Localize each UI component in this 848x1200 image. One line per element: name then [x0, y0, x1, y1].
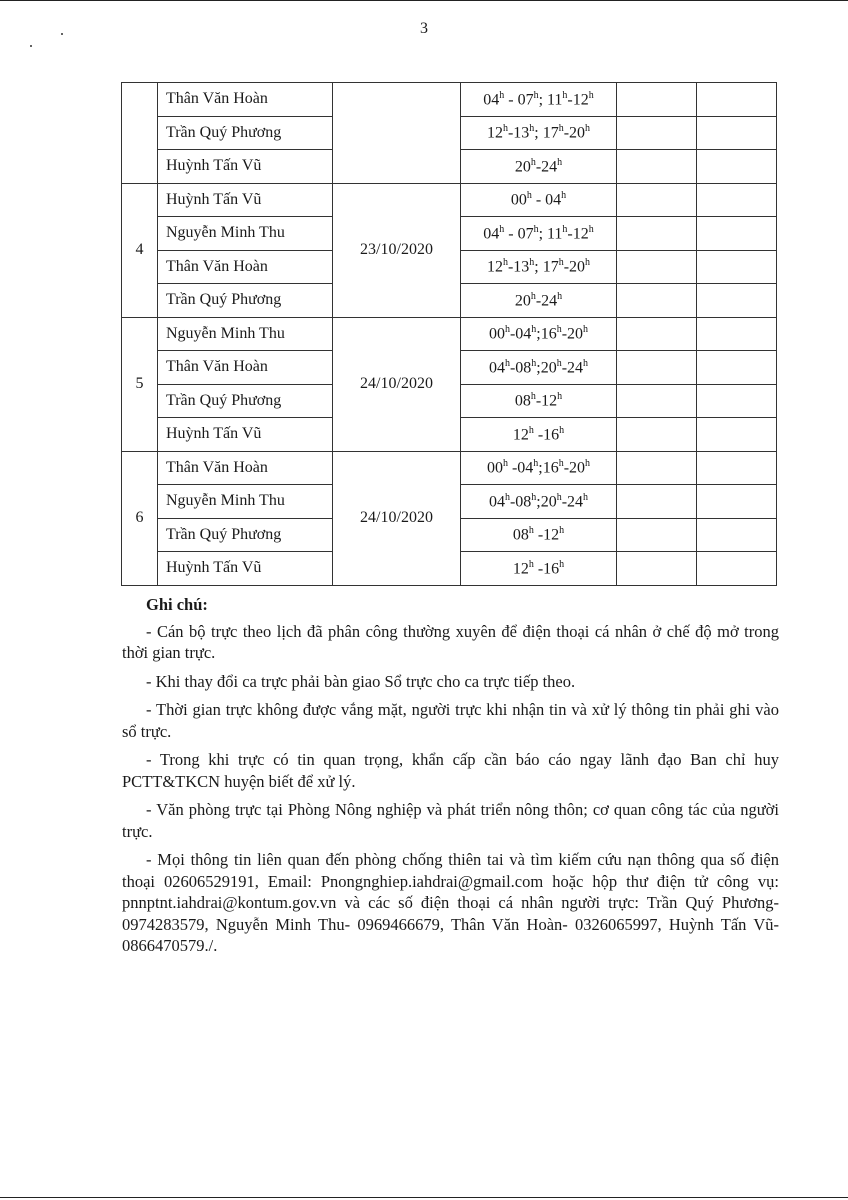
officer-name-cell: Thân Văn Hoàn	[158, 83, 333, 117]
note-item: - Trong khi trực có tin quan trọng, khẩn cấp cần báo cáo ngay lãnh đạo Ban chỉ huy PCTT&TKCN huyện biết để xử lý.	[122, 750, 779, 791]
hour-superscript: h	[502, 458, 508, 470]
time-text: -12	[535, 392, 558, 410]
shift-time-cell	[461, 83, 617, 117]
time-text: - 07	[504, 224, 534, 242]
time-text: 12	[512, 425, 529, 443]
remark-cell	[697, 518, 777, 552]
time-text: 04	[483, 90, 500, 108]
hour-superscript: h	[528, 424, 534, 436]
hour-superscript: h	[502, 123, 508, 135]
hour-superscript: h	[583, 491, 589, 503]
date-cell: 24/10/2020	[333, 451, 461, 585]
signature-cell	[617, 418, 697, 452]
time-text: -04	[509, 325, 532, 343]
signature-cell	[617, 451, 697, 485]
time-text: -08	[509, 492, 532, 510]
time-text: 08	[514, 392, 531, 410]
remark-cell	[697, 284, 777, 318]
time-text: ;20	[536, 358, 557, 376]
hour-superscript: h	[526, 190, 532, 202]
signature-cell	[617, 150, 697, 184]
notes-list	[122, 621, 779, 957]
time-text: ;16	[536, 325, 557, 343]
hour-superscript: h	[499, 223, 505, 235]
notes-heading: Ghi chú:	[146, 595, 208, 614]
stt-cell: 5	[122, 317, 158, 451]
shift-time-cell	[461, 250, 617, 284]
note-item: - Khi thay đổi ca trực phải bàn giao Sổ trực cho ca trực tiếp theo.	[146, 671, 576, 691]
hour-superscript: h	[499, 89, 505, 101]
time-text: -12	[567, 224, 589, 242]
time-text: -20	[563, 258, 586, 276]
officer-name-cell: Nguyễn Minh Thu	[158, 485, 333, 519]
hour-superscript: h	[533, 223, 539, 235]
time-text: 04	[488, 358, 505, 376]
shift-time-cell	[461, 418, 617, 452]
officer-name-cell: Huỳnh Tấn Vũ	[158, 418, 333, 452]
time-text: 08	[512, 526, 529, 544]
shift-time-cell	[461, 183, 617, 217]
hour-superscript: h	[557, 290, 563, 302]
hour-superscript: h	[528, 558, 534, 570]
hour-superscript: h	[558, 257, 564, 269]
time-text: -20	[563, 124, 586, 142]
time-text: -13	[507, 258, 530, 276]
hour-superscript: h	[588, 89, 594, 101]
shift-time-cell	[461, 518, 617, 552]
table-row	[122, 317, 777, 351]
signature-cell	[617, 317, 697, 351]
shift-time-cell	[461, 485, 617, 519]
signature-cell	[617, 485, 697, 519]
hour-superscript: h	[562, 89, 568, 101]
note-item: - Cán bộ trực theo lịch đã phân công thường xuyên để điện thoại cá nhân ở chế độ mở trong thời gian trực.	[122, 621, 779, 662]
hour-superscript: h	[583, 324, 589, 336]
stt-cell: 6	[122, 451, 158, 585]
remark-cell	[697, 384, 777, 418]
time-text: -08	[509, 358, 532, 376]
officer-name-cell: Nguyễn Minh Thu	[158, 317, 333, 351]
page-number: 3	[420, 20, 428, 37]
hour-superscript: h	[531, 491, 537, 503]
officer-name-cell: Trần Quý Phương	[158, 384, 333, 418]
hour-superscript: h	[559, 424, 565, 436]
officer-name-cell: Trần Quý Phương	[158, 518, 333, 552]
hour-superscript: h	[530, 156, 536, 168]
officer-name-cell: Huỳnh Tấn Vũ	[158, 183, 333, 217]
hour-superscript: h	[557, 391, 563, 403]
table-row	[122, 183, 777, 217]
time-text: 04	[483, 224, 500, 242]
time-text: ; 17	[534, 258, 559, 276]
hour-superscript: h	[504, 357, 510, 369]
table-row	[122, 451, 777, 485]
remark-cell	[697, 116, 777, 150]
time-text: 12	[486, 124, 503, 142]
time-text: 00	[488, 325, 505, 343]
officer-name-cell: Huỳnh Tấn Vũ	[158, 552, 333, 586]
table-row	[122, 83, 777, 117]
stt-cell: 4	[122, 183, 158, 317]
remark-cell	[697, 250, 777, 284]
signature-cell	[617, 518, 697, 552]
officer-name-cell: Thân Văn Hoàn	[158, 250, 333, 284]
hour-superscript: h	[558, 458, 564, 470]
time-text: - 07	[504, 90, 534, 108]
time-text: 00	[486, 459, 503, 477]
time-text: -16	[533, 425, 560, 443]
hour-superscript: h	[533, 458, 539, 470]
notes-section	[122, 594, 779, 964]
hour-superscript: h	[556, 491, 562, 503]
time-text: ; 11	[538, 90, 563, 108]
hour-superscript: h	[585, 257, 591, 269]
signature-cell	[617, 83, 697, 117]
shift-time-cell	[461, 116, 617, 150]
time-text: 12	[512, 559, 529, 577]
signature-cell	[617, 116, 697, 150]
time-text: -24	[561, 358, 584, 376]
time-text: -13	[507, 124, 530, 142]
hour-superscript: h	[583, 357, 589, 369]
top-edge-line	[0, 0, 848, 1]
signature-cell	[617, 183, 697, 217]
hour-superscript: h	[556, 357, 562, 369]
shift-time-cell	[461, 552, 617, 586]
hour-superscript: h	[530, 391, 536, 403]
time-text: -24	[561, 492, 584, 510]
officer-name-cell: Thân Văn Hoàn	[158, 451, 333, 485]
remark-cell	[697, 183, 777, 217]
time-text: 12	[486, 258, 503, 276]
hour-superscript: h	[529, 123, 535, 135]
shift-time-cell	[461, 317, 617, 351]
time-text: -20	[561, 325, 584, 343]
shift-time-cell	[461, 217, 617, 251]
hour-superscript: h	[531, 324, 537, 336]
hour-superscript: h	[531, 357, 537, 369]
shift-time-cell	[461, 351, 617, 385]
date-cell	[333, 83, 461, 184]
hour-superscript: h	[529, 257, 535, 269]
note-item: - Mọi thông tin liên quan đến phòng chống thiên tai và tìm kiếm cứu nạn thông qua số điện thoại 02606529191, Email: Pnongnghiep.iahdrai@gmail.com hoặc hộp thư điện tử công vụ: pnnptnt.iahdrai@kontum.gov.vn và các số điện thoại cá nhân người trực: Trần Quý Phương- 0974283579, Nguyễn Minh Thu- 0969466679, Thân Văn Hoàn- 0326065997, Huỳnh Tấn Vũ- 0866470579./.	[122, 850, 779, 955]
hour-superscript: h	[502, 257, 508, 269]
shift-time-cell	[461, 284, 617, 318]
hour-superscript: h	[504, 324, 510, 336]
hour-superscript: h	[528, 525, 534, 537]
time-text: -24	[535, 291, 558, 309]
time-text: 20	[514, 157, 531, 175]
hour-superscript: h	[558, 123, 564, 135]
remark-cell	[697, 552, 777, 586]
hour-superscript: h	[559, 558, 565, 570]
note-item: - Văn phòng trực tại Phòng Nông nghiệp và phát triển nông thôn; cơ quan công tác của người trực.	[122, 800, 779, 841]
remark-cell	[697, 351, 777, 385]
date-cell: 23/10/2020	[333, 183, 461, 317]
officer-name-cell: Trần Quý Phương	[158, 116, 333, 150]
signature-cell	[617, 250, 697, 284]
remark-cell	[697, 418, 777, 452]
hour-superscript: h	[530, 290, 536, 302]
time-text: - 04	[531, 191, 562, 209]
time-text: -24	[535, 157, 558, 175]
hour-superscript: h	[504, 491, 510, 503]
time-text: -16	[533, 559, 560, 577]
time-text: -12	[567, 90, 589, 108]
hour-superscript: h	[533, 89, 539, 101]
hour-superscript: h	[559, 525, 565, 537]
shift-time-cell	[461, 451, 617, 485]
remark-cell	[697, 150, 777, 184]
officer-name-cell: Nguyễn Minh Thu	[158, 217, 333, 251]
time-text: ; 17	[534, 124, 559, 142]
remark-cell	[697, 217, 777, 251]
date-cell: 24/10/2020	[333, 317, 461, 451]
time-text: ; 11	[538, 224, 563, 242]
scan-speck	[30, 45, 32, 47]
hour-superscript: h	[556, 324, 562, 336]
time-text: ;16	[538, 459, 559, 477]
officer-name-cell: Trần Quý Phương	[158, 284, 333, 318]
time-text: 04	[488, 492, 505, 510]
time-text: -12	[533, 526, 560, 544]
remark-cell	[697, 83, 777, 117]
hour-superscript: h	[557, 156, 563, 168]
signature-cell	[617, 552, 697, 586]
bottom-edge-line	[0, 1197, 848, 1198]
shift-time-cell	[461, 150, 617, 184]
hour-superscript: h	[562, 223, 568, 235]
signature-cell	[617, 284, 697, 318]
signature-cell	[617, 217, 697, 251]
time-text: -20	[563, 459, 586, 477]
hour-superscript: h	[561, 190, 567, 202]
note-item: - Thời gian trực không được vắng mặt, người trực khi nhận tin và xử lý thông tin phải ghi vào sổ trực.	[122, 700, 779, 741]
remark-cell	[697, 451, 777, 485]
hour-superscript: h	[585, 458, 591, 470]
hour-superscript: h	[585, 123, 591, 135]
stt-cell	[122, 83, 158, 184]
officer-name-cell: Thân Văn Hoàn	[158, 351, 333, 385]
hour-superscript: h	[588, 223, 594, 235]
officer-name-cell: Huỳnh Tấn Vũ	[158, 150, 333, 184]
remark-cell	[697, 485, 777, 519]
time-text: 20	[514, 291, 531, 309]
duty-schedule-table	[121, 82, 777, 586]
shift-time-cell	[461, 384, 617, 418]
remark-cell	[697, 317, 777, 351]
time-text: ;20	[536, 492, 557, 510]
time-text: -04	[507, 459, 534, 477]
signature-cell	[617, 384, 697, 418]
signature-cell	[617, 351, 697, 385]
time-text: 00	[510, 191, 527, 209]
